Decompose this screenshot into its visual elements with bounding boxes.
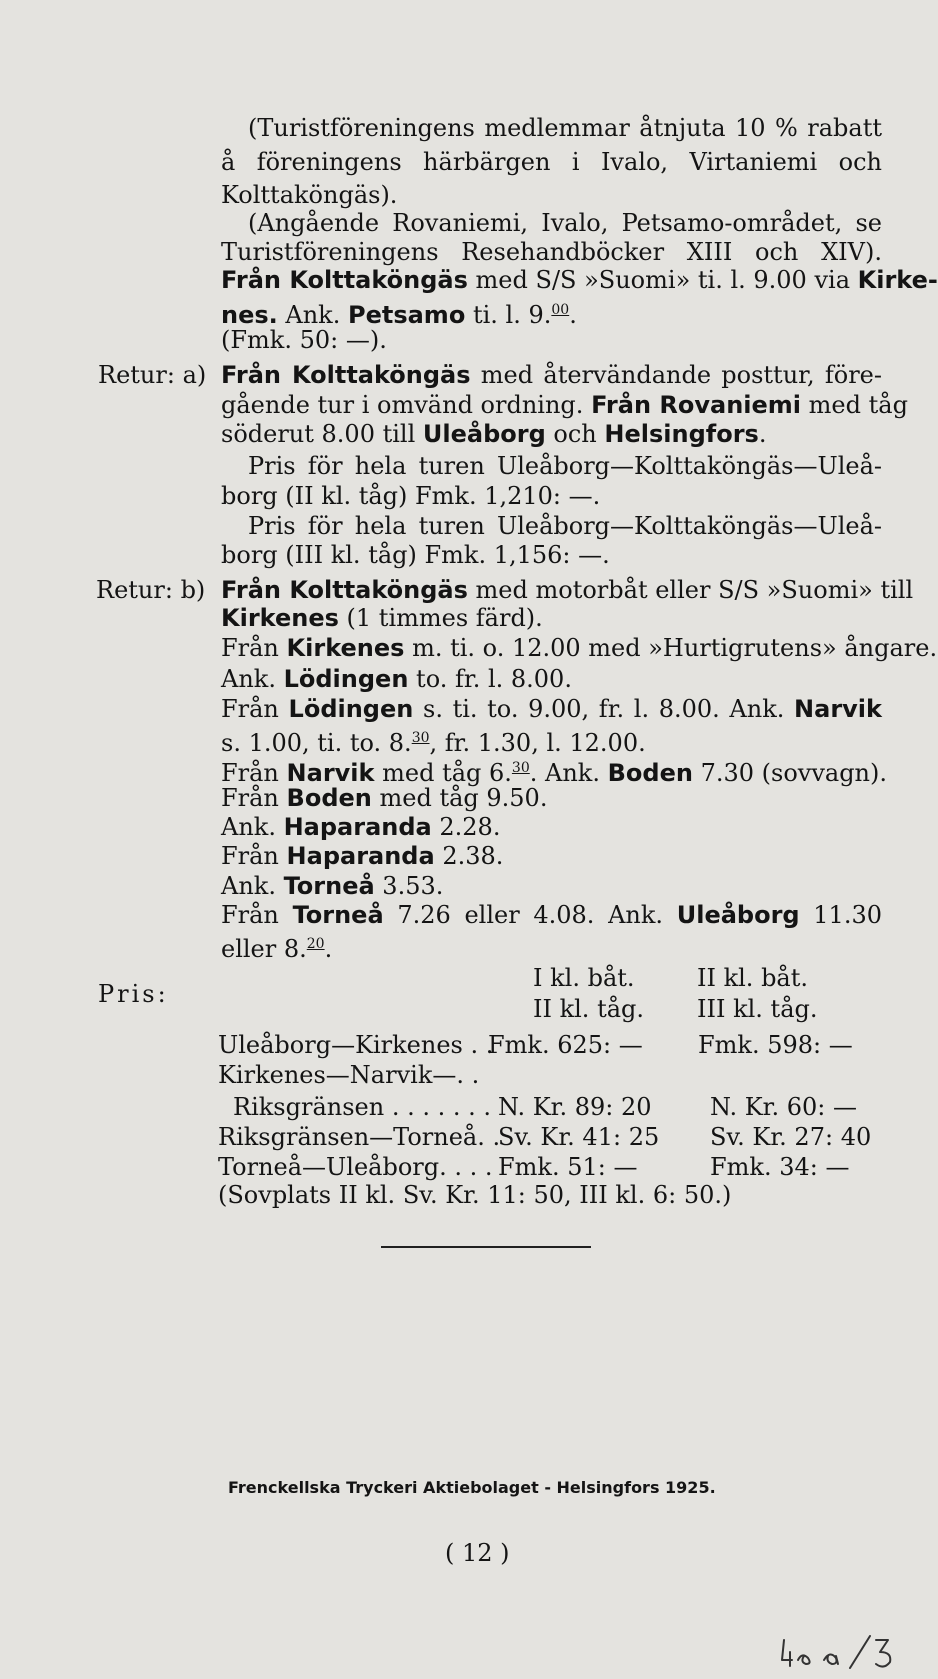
retur-b-line-4: Ank. Lödingen to. fr. l. 8.00. xyxy=(221,665,572,693)
intro-line-3: Kolttaköngäs). xyxy=(221,181,398,209)
retur-b-line-13: eller 8.20. xyxy=(221,935,333,963)
pris-row-4-route: Riksgränsen—Torneå. . xyxy=(218,1123,501,1151)
retur-a-line-5: borg (II kl. tåg) Fmk. 1,210: —. xyxy=(221,482,601,510)
intro-line-4: (Angående Rovaniemi, Ivalo, Petsamo-området, se xyxy=(248,209,882,237)
divider-rule xyxy=(381,1246,591,1248)
retur-b-line-10: Från Haparanda 2.38. xyxy=(221,842,504,870)
pris-row-1-col2: Fmk. 598: — xyxy=(698,1031,853,1059)
pris-row-2-route: Kirkenes—Narvik—. . xyxy=(218,1061,480,1089)
retur-a-line-4: Pris för hela turen Uleåborg—Kolttaköngäs—Uleå- xyxy=(248,452,882,480)
intro-line-6: Från Kolttaköngäs med S/S »Suomi» ti. l. 9.00 via Kirke- xyxy=(221,266,938,294)
retur-a-line-2: gående tur i omvänd ordning. Från Rovaniemi med tåg xyxy=(221,391,908,419)
retur-b-line-7: Från Narvik med tåg 6.30. Ank. Boden 7.30 (sovvagn). xyxy=(221,759,887,787)
pris-header-col2-b: III kl. tåg. xyxy=(697,995,818,1023)
retur-a-line-3: söderut 8.00 till Uleåborg och Helsingfors. xyxy=(221,420,767,448)
retur-a-line-6: Pris för hela turen Uleåborg—Kolttaköngäs—Uleå- xyxy=(248,512,882,540)
retur-b-line-6: s. 1.00, ti. to. 8.30, fr. 1.30, l. 12.00. xyxy=(221,729,646,757)
pris-row-4-col1: Sv. Kr. 41: 25 xyxy=(498,1123,660,1151)
retur-a-line-7: borg (III kl. tåg) Fmk. 1,156: —. xyxy=(221,541,610,569)
intro-line-1: (Turistföreningens medlemmar åtnjuta 10 % rabatt xyxy=(248,114,882,142)
retur-b-line-3: Från Kirkenes m. ti. o. 12.00 med »Hurtigrutens» ångare. xyxy=(221,634,938,662)
intro-line-2: å föreningens härbärgen i Ivalo, Virtaniemi och xyxy=(221,148,882,176)
pris-note: (Sovplats II kl. Sv. Kr. 11: 50, III kl. 6: 50.) xyxy=(218,1181,732,1209)
pris-row-5-col2: Fmk. 34: — xyxy=(710,1153,850,1181)
retur-b-line-1: Från Kolttaköngäs med motorbåt eller S/S »Suomi» till xyxy=(221,576,914,604)
retur-b-line-9: Ank. Haparanda 2.28. xyxy=(221,813,501,841)
pris-row-4-col2: Sv. Kr. 27: 40 xyxy=(710,1123,872,1151)
retur-b-label: Retur: b) xyxy=(96,576,206,604)
pris-label: Pris: xyxy=(98,980,169,1008)
pris-header-col2-a: II kl. båt. xyxy=(697,964,809,992)
retur-a-line-1: Från Kolttaköngäs med återvändande posttur, före- xyxy=(221,361,882,389)
pris-row-3-route: Riksgränsen . . . . . . . xyxy=(233,1093,491,1121)
intro-line-8: (Fmk. 50: —). xyxy=(221,326,387,354)
retur-b-line-5: Från Lödingen s. ti. to. 9.00, fr. l. 8.00. Ank. Narvik xyxy=(221,695,882,723)
pris-row-3-col1: N. Kr. 89: 20 xyxy=(498,1093,652,1121)
retur-a-label: Retur: a) xyxy=(98,361,207,389)
pris-row-1-route: Uleåborg—Kirkenes . . xyxy=(218,1031,494,1059)
pris-header-col1-a: I kl. båt. xyxy=(533,964,635,992)
pris-header-col1-b: II kl. tåg. xyxy=(533,995,645,1023)
page-number: ( 12 ) xyxy=(445,1539,510,1567)
retur-b-line-12: Från Torneå 7.26 eller 4.08. Ank. Uleåborg 11.30 xyxy=(221,901,882,929)
pris-row-3-col2: N. Kr. 60: — xyxy=(710,1093,857,1121)
retur-b-line-2: Kirkenes (1 timmes färd). xyxy=(221,604,543,632)
handwritten-annotation xyxy=(780,1632,912,1674)
intro-line-5: Turistföreningens Resehandböcker XIII och XIV). xyxy=(221,238,882,266)
retur-b-line-11: Ank. Torneå 3.53. xyxy=(221,872,444,900)
pris-row-1-col1: Fmk. 625: — xyxy=(488,1031,643,1059)
printer-imprint: Frenckellska Tryckeri Aktiebolaget - Helsingfors 1925. xyxy=(228,1478,716,1497)
retur-b-line-8: Från Boden med tåg 9.50. xyxy=(221,784,548,812)
pris-row-5-route: Torneå—Uleåborg. . . . xyxy=(218,1153,493,1181)
pris-row-5-col1: Fmk. 51: — xyxy=(498,1153,638,1181)
intro-line-7: nes. Ank. Petsamo ti. l. 9.00. xyxy=(221,301,577,329)
